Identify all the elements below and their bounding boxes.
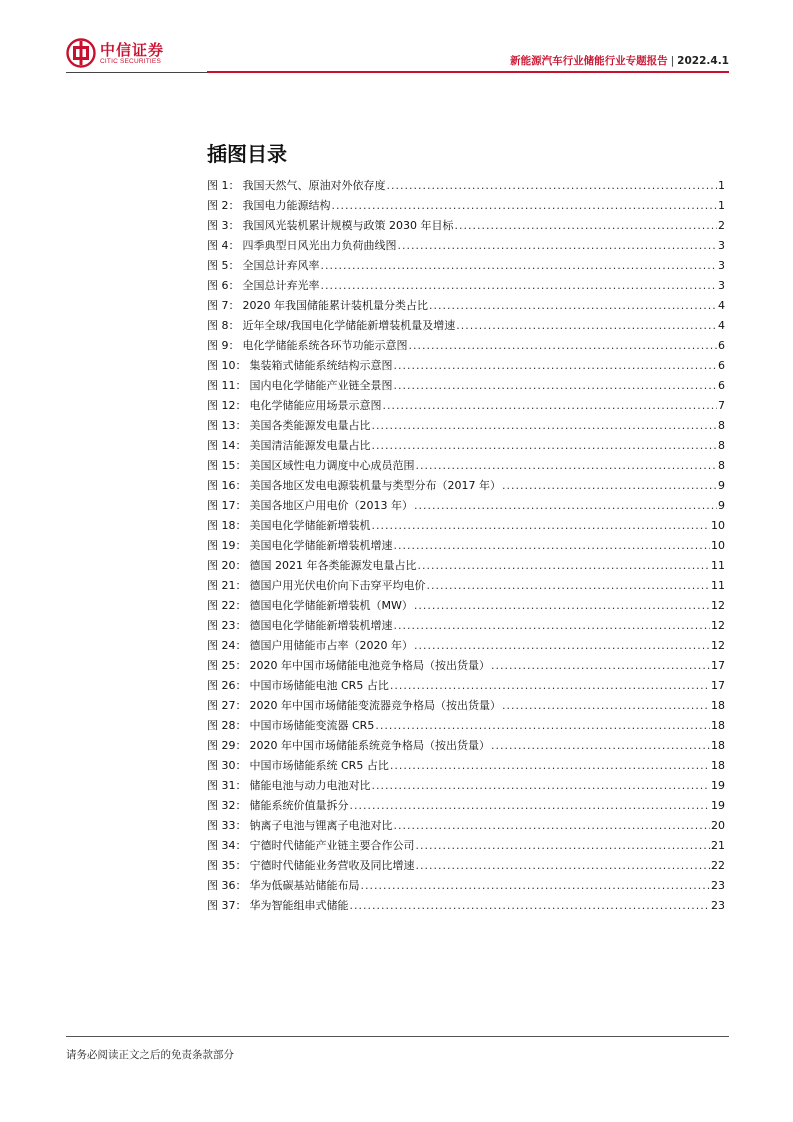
toc-entry-title: 国内电化学储能产业链全景图 bbox=[249, 379, 393, 392]
toc-entry-title: 德国户用储能市占率（2020 年） bbox=[249, 639, 413, 652]
toc-entry-title: 美国各类能源发电量占比 bbox=[249, 419, 371, 432]
toc-entry[interactable] bbox=[207, 816, 725, 836]
toc-entry-leader bbox=[372, 436, 718, 456]
toc-entry-label: 图 20： bbox=[207, 559, 247, 572]
toc-entry-label: 图 4： bbox=[207, 239, 240, 252]
toc-entry-page: 6 bbox=[718, 379, 725, 392]
toc-entry-page: 11 bbox=[711, 559, 725, 572]
toc-entry-page: 18 bbox=[711, 739, 725, 752]
toc-entry-label: 图 24： bbox=[207, 639, 247, 652]
toc-entry-leader bbox=[416, 836, 711, 856]
toc-entry-leader bbox=[361, 876, 711, 896]
toc-entry-page: 10 bbox=[711, 519, 725, 532]
toc-entry-page: 9 bbox=[718, 479, 725, 492]
toc-entry-label: 图 12： bbox=[207, 399, 247, 412]
toc-entry-leader bbox=[350, 796, 711, 816]
toc-entry-leader bbox=[491, 656, 710, 676]
toc-entry-label: 图 18： bbox=[207, 519, 247, 532]
toc-entry[interactable] bbox=[207, 196, 725, 216]
toc-entry-label: 图 7： bbox=[207, 299, 240, 312]
toc-entry-title: 美国区域性电力调度中心成员范围 bbox=[249, 459, 415, 472]
toc-entry-title: 集装箱式储能系统结构示意图 bbox=[249, 359, 393, 372]
header-divider-left bbox=[66, 72, 207, 73]
toc-entry-page: 18 bbox=[711, 759, 725, 772]
toc-entry[interactable] bbox=[207, 576, 725, 596]
toc-entry-title: 全国总计弃风率 bbox=[242, 259, 320, 272]
toc-entry-page: 6 bbox=[718, 339, 725, 352]
toc-entry-label: 图 14： bbox=[207, 439, 247, 452]
toc-entry[interactable] bbox=[207, 836, 725, 856]
title-separator: | bbox=[670, 55, 675, 67]
toc-entry-page: 18 bbox=[711, 719, 725, 732]
toc-entry-title: 储能电池与动力电池对比 bbox=[249, 779, 371, 792]
toc-entry[interactable] bbox=[207, 176, 725, 196]
toc-entry-label: 图 16： bbox=[207, 479, 247, 492]
toc-entry-leader bbox=[321, 276, 718, 296]
toc-entry-page: 7 bbox=[718, 399, 725, 412]
citic-logo-icon bbox=[66, 38, 96, 68]
toc-entry-title: 美国电化学储能新增装机 bbox=[249, 519, 371, 532]
toc-entry-leader bbox=[414, 596, 710, 616]
toc-entry-page: 11 bbox=[711, 579, 725, 592]
toc-entry[interactable] bbox=[207, 876, 725, 896]
toc-entry-page: 12 bbox=[711, 619, 725, 632]
toc-entry-label: 图 30： bbox=[207, 759, 247, 772]
brand-name-en: CITIC SECURITIES bbox=[100, 58, 161, 65]
toc-entry[interactable] bbox=[207, 416, 725, 436]
toc-entry-title: 德国 2021 年各类能源发电量占比 bbox=[249, 559, 417, 572]
toc-entry-leader bbox=[398, 236, 718, 256]
toc-entry-leader bbox=[383, 396, 718, 416]
toc-entry-label: 图 15： bbox=[207, 459, 247, 472]
toc-entry-label: 图 10： bbox=[207, 359, 247, 372]
toc-entry-title: 德国户用光伏电价向下击穿平均电价 bbox=[249, 579, 426, 592]
toc-entry-title: 宁德时代储能产业链主要合作公司 bbox=[249, 839, 415, 852]
toc-entry[interactable] bbox=[207, 716, 725, 736]
toc-entry-title: 储能系统价值量拆分 bbox=[249, 799, 349, 812]
toc-entry-label: 图 36： bbox=[207, 879, 247, 892]
toc-entry-page: 6 bbox=[718, 359, 725, 372]
page-header bbox=[66, 36, 729, 74]
toc-entry-leader bbox=[394, 816, 711, 836]
toc-entry-leader bbox=[372, 776, 711, 796]
toc-entry-leader bbox=[416, 856, 711, 876]
toc-entry-page: 4 bbox=[718, 299, 725, 312]
toc-entry-title: 2020 年我国储能累计装机量分类占比 bbox=[242, 299, 428, 312]
toc-entry-leader bbox=[502, 696, 710, 716]
toc-entry-leader bbox=[372, 516, 711, 536]
toc-entry-label: 图 33： bbox=[207, 819, 247, 832]
toc-entry-label: 图 34： bbox=[207, 839, 247, 852]
toc-entry-title: 2020 年中国市场储能系统竞争格局（按出货量） bbox=[249, 739, 490, 752]
toc-entry-leader bbox=[394, 536, 711, 556]
toc-entry-leader bbox=[390, 756, 710, 776]
toc-entry[interactable] bbox=[207, 496, 725, 516]
toc-entry-page: 17 bbox=[711, 679, 725, 692]
toc-entry-page: 22 bbox=[711, 859, 725, 872]
toc-entry-leader bbox=[387, 176, 718, 196]
toc-entry-title: 全国总计弃光率 bbox=[242, 279, 320, 292]
toc-entry-title: 中国市场储能电池 CR5 占比 bbox=[249, 679, 389, 692]
toc-entry-leader bbox=[394, 356, 718, 376]
toc-entry[interactable] bbox=[207, 396, 725, 416]
toc-title: 插图目录 bbox=[207, 142, 287, 167]
toc-entry-page: 8 bbox=[718, 459, 725, 472]
toc-entry-title: 德国电化学储能新增装机增速 bbox=[249, 619, 393, 632]
toc-entry-label: 图 27： bbox=[207, 699, 247, 712]
toc-entry-label: 图 25： bbox=[207, 659, 247, 672]
citic-logo bbox=[66, 36, 216, 72]
toc-entry-page: 2 bbox=[718, 219, 725, 232]
toc-entry[interactable] bbox=[207, 216, 725, 236]
toc-entry-page: 10 bbox=[711, 539, 725, 552]
toc-entry-title: 近年全球/我国电化学储能新增装机量及增速 bbox=[242, 319, 456, 332]
toc-entry[interactable] bbox=[207, 776, 725, 796]
toc-entry-label: 图 26： bbox=[207, 679, 247, 692]
toc-entry[interactable] bbox=[207, 316, 725, 336]
toc-entry-leader bbox=[429, 296, 717, 316]
toc-entry-leader bbox=[372, 416, 718, 436]
toc-entry-page: 19 bbox=[711, 799, 725, 812]
toc-entry-title: 德国电化学储能新增装机（MW） bbox=[249, 599, 413, 612]
toc-entry[interactable] bbox=[207, 356, 725, 376]
toc-entry-title: 2020 年中国市场储能变流器竞争格局（按出货量） bbox=[249, 699, 501, 712]
toc-entry-title: 钠离子电池与锂离子电池对比 bbox=[249, 819, 393, 832]
footer-divider bbox=[66, 1036, 729, 1037]
toc-entry-label: 图 32： bbox=[207, 799, 247, 812]
toc-entry-title: 中国市场储能系统 CR5 占比 bbox=[249, 759, 389, 772]
toc-entry-leader bbox=[456, 316, 717, 336]
toc-entry-title: 华为智能组串式储能 bbox=[249, 899, 349, 912]
toc-entry-title: 我国电力能源结构 bbox=[242, 199, 331, 212]
toc-entry-page: 18 bbox=[711, 699, 725, 712]
toc-entry-title: 美国各地区发电电源装机量与类型分布（2017 年） bbox=[249, 479, 501, 492]
toc-entry[interactable] bbox=[207, 436, 725, 456]
report-title: 新能源汽车行业储能行业专题报告 bbox=[510, 55, 668, 67]
toc-entry[interactable] bbox=[207, 856, 725, 876]
header-divider-right bbox=[207, 71, 729, 73]
toc-entry-label: 图 8： bbox=[207, 319, 240, 332]
toc-entry-title: 2020 年中国市场储能电池竞争格局（按出货量） bbox=[249, 659, 490, 672]
toc-entry-page: 23 bbox=[711, 899, 725, 912]
toc-entry-label: 图 23： bbox=[207, 619, 247, 632]
toc-entry-label: 图 1： bbox=[207, 179, 240, 192]
toc-entry-title: 我国天然气、原油对外依存度 bbox=[242, 179, 386, 192]
toc-entry-label: 图 22： bbox=[207, 599, 247, 612]
toc-entry-label: 图 19： bbox=[207, 539, 247, 552]
toc-entry-leader bbox=[414, 496, 717, 516]
toc-entry-page: 1 bbox=[718, 179, 725, 192]
toc-entry-title: 我国风光装机累计规模与政策 2030 年目标 bbox=[242, 219, 454, 232]
toc-entry-leader bbox=[394, 376, 718, 396]
toc-entry-page: 1 bbox=[718, 199, 725, 212]
toc-entry-page: 9 bbox=[718, 499, 725, 512]
figure-toc-list bbox=[207, 176, 725, 916]
toc-entry-title: 电化学储能应用场景示意图 bbox=[249, 399, 382, 412]
toc-entry-leader bbox=[394, 616, 711, 636]
toc-entry-label: 图 37： bbox=[207, 899, 247, 912]
toc-entry-label: 图 5： bbox=[207, 259, 240, 272]
toc-entry-title: 华为低碳基站储能布局 bbox=[249, 879, 360, 892]
toc-entry-page: 23 bbox=[711, 879, 725, 892]
toc-entry-title: 美国清洁能源发电量占比 bbox=[249, 439, 371, 452]
toc-entry-label: 图 9： bbox=[207, 339, 240, 352]
report-date: 2022.4.1 bbox=[677, 55, 729, 67]
toc-entry-page: 17 bbox=[711, 659, 725, 672]
footer-disclaimer: 请务必阅读正文之后的免责条款部分 bbox=[66, 1049, 234, 1061]
toc-entry-page: 21 bbox=[711, 839, 725, 852]
toc-entry-label: 图 31： bbox=[207, 779, 247, 792]
toc-entry-title: 美国各地区户用电价（2013 年） bbox=[249, 499, 413, 512]
toc-entry-label: 图 17： bbox=[207, 499, 247, 512]
toc-entry-page: 3 bbox=[718, 239, 725, 252]
toc-entry-leader bbox=[414, 636, 710, 656]
toc-entry-page: 19 bbox=[711, 779, 725, 792]
toc-entry-page: 12 bbox=[711, 599, 725, 612]
toc-entry-title: 宁德时代储能业务营收及同比增速 bbox=[249, 859, 415, 872]
toc-entry-label: 图 29： bbox=[207, 739, 247, 752]
toc-entry-leader bbox=[321, 256, 718, 276]
toc-entry[interactable] bbox=[207, 696, 725, 716]
toc-entry[interactable] bbox=[207, 256, 725, 276]
toc-entry[interactable] bbox=[207, 556, 725, 576]
toc-entry-label: 图 35： bbox=[207, 859, 247, 872]
toc-entry-title: 中国市场储能变流器 CR5 bbox=[249, 719, 375, 732]
toc-entry-label: 图 3： bbox=[207, 219, 240, 232]
toc-entry-title: 美国电化学储能新增装机增速 bbox=[249, 539, 393, 552]
toc-entry[interactable] bbox=[207, 296, 725, 316]
toc-entry-leader bbox=[502, 476, 717, 496]
toc-entry-page: 20 bbox=[711, 819, 725, 832]
toc-entry[interactable] bbox=[207, 236, 725, 256]
toc-entry-page: 8 bbox=[718, 419, 725, 432]
toc-entry-label: 图 6： bbox=[207, 279, 240, 292]
toc-entry-leader bbox=[455, 216, 718, 236]
toc-entry[interactable] bbox=[207, 796, 725, 816]
toc-entry[interactable] bbox=[207, 596, 725, 616]
toc-entry[interactable] bbox=[207, 636, 725, 656]
toc-entry-label: 图 21： bbox=[207, 579, 247, 592]
toc-entry-leader bbox=[427, 576, 711, 596]
toc-entry-leader bbox=[416, 456, 718, 476]
toc-entry-leader bbox=[332, 196, 718, 216]
toc-entry-page: 4 bbox=[718, 319, 725, 332]
report-title-line bbox=[510, 53, 729, 68]
toc-entry-label: 图 28： bbox=[207, 719, 247, 732]
toc-entry[interactable] bbox=[207, 476, 725, 496]
toc-entry-page: 3 bbox=[718, 259, 725, 272]
brand-name-cn: 中信证券 bbox=[100, 41, 165, 59]
toc-entry-leader bbox=[409, 336, 718, 356]
toc-entry-title: 电化学储能系统各环节功能示意图 bbox=[242, 339, 408, 352]
toc-entry[interactable] bbox=[207, 676, 725, 696]
toc-entry-title: 四季典型日风光出力负荷曲线图 bbox=[242, 239, 397, 252]
toc-entry-page: 3 bbox=[718, 279, 725, 292]
toc-entry-label: 图 13： bbox=[207, 419, 247, 432]
toc-entry[interactable] bbox=[207, 516, 725, 536]
toc-entry-label: 图 11： bbox=[207, 379, 247, 392]
toc-entry[interactable] bbox=[207, 616, 725, 636]
toc-entry-leader bbox=[390, 676, 710, 696]
toc-entry[interactable] bbox=[207, 456, 725, 476]
toc-entry-page: 12 bbox=[711, 639, 725, 652]
toc-entry-leader bbox=[418, 556, 711, 576]
toc-entry[interactable] bbox=[207, 656, 725, 676]
toc-entry-leader bbox=[375, 716, 710, 736]
toc-entry[interactable] bbox=[207, 896, 725, 916]
toc-entry-leader bbox=[491, 736, 710, 756]
toc-entry[interactable] bbox=[207, 376, 725, 396]
toc-entry[interactable] bbox=[207, 276, 725, 296]
toc-entry[interactable] bbox=[207, 736, 725, 756]
toc-entry-label: 图 2： bbox=[207, 199, 240, 212]
toc-entry[interactable] bbox=[207, 756, 725, 776]
toc-entry[interactable] bbox=[207, 336, 725, 356]
toc-entry-leader bbox=[350, 896, 711, 916]
toc-entry-page: 8 bbox=[718, 439, 725, 452]
toc-entry[interactable] bbox=[207, 536, 725, 556]
